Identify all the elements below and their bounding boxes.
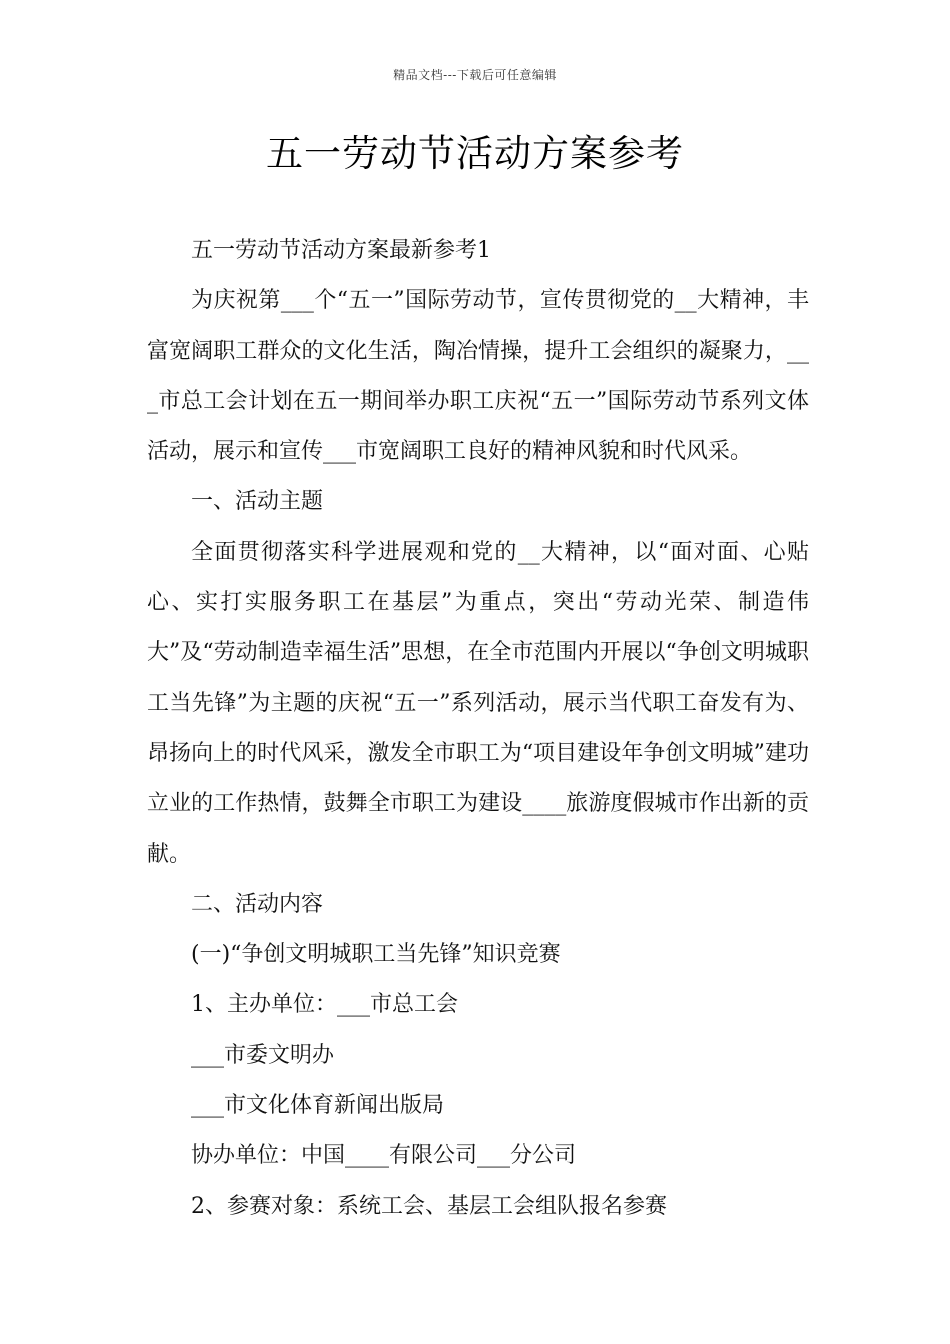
document-body (147, 226, 809, 1232)
list-item: ___市委文明办 (191, 1042, 335, 1068)
document-title: 五一劳动节活动方案参考 (266, 132, 684, 175)
list-item: ___市文化体育新闻出版局 (191, 1093, 445, 1119)
list-item: 1、主办单位：___市总工会 (191, 992, 458, 1018)
body-paragraph: 为庆祝第___个“五一”国际劳动节，宣传贯彻党的__大精神，丰富宽阔职工群众的文化生活，陶冶情操，提升工会组织的凝聚力，___市总工会计划在五一期间举办职工庆祝“五一”国际劳动节系列文体活动，展示和宣传___市宽阔职工良好的精神风貌和时代风采。 (147, 288, 809, 465)
subsection-heading: (一)“争创文明城职工当先锋”知识竞赛 (191, 942, 561, 968)
list-item: 协办单位：中国____有限公司___分公司 (191, 1143, 577, 1169)
section-heading: 一、活动主题 (191, 489, 324, 515)
list-item: 2、参赛对象：系统工会、基层工会组队报名参赛 (191, 1193, 667, 1219)
body-paragraph: 全面贯彻落实科学进展观和党的__大精神，以“面对面、心贴心、实打实服务职工在基层”为重点，突出“劳动光荣、制造伟大”及“劳动制造幸福生活”思想，在全市范围内开展以“争创文明城职工当先锋”为主题的庆祝“五一”系列活动，展示当代职工奋发有为、昂扬向上的时代风采，激发全市职工为“项目建设年争创文明城”建功立业的工作热情，鼓舞全市职工为建设____旅游度假城市作出新的贡献。 (147, 539, 809, 867)
section-heading: 二、活动内容 (191, 891, 324, 917)
header-note: 精品文档---下载后可任意编辑 (393, 68, 557, 82)
section-subtitle: 五一劳动节活动方案最新参考1 (191, 238, 491, 263)
